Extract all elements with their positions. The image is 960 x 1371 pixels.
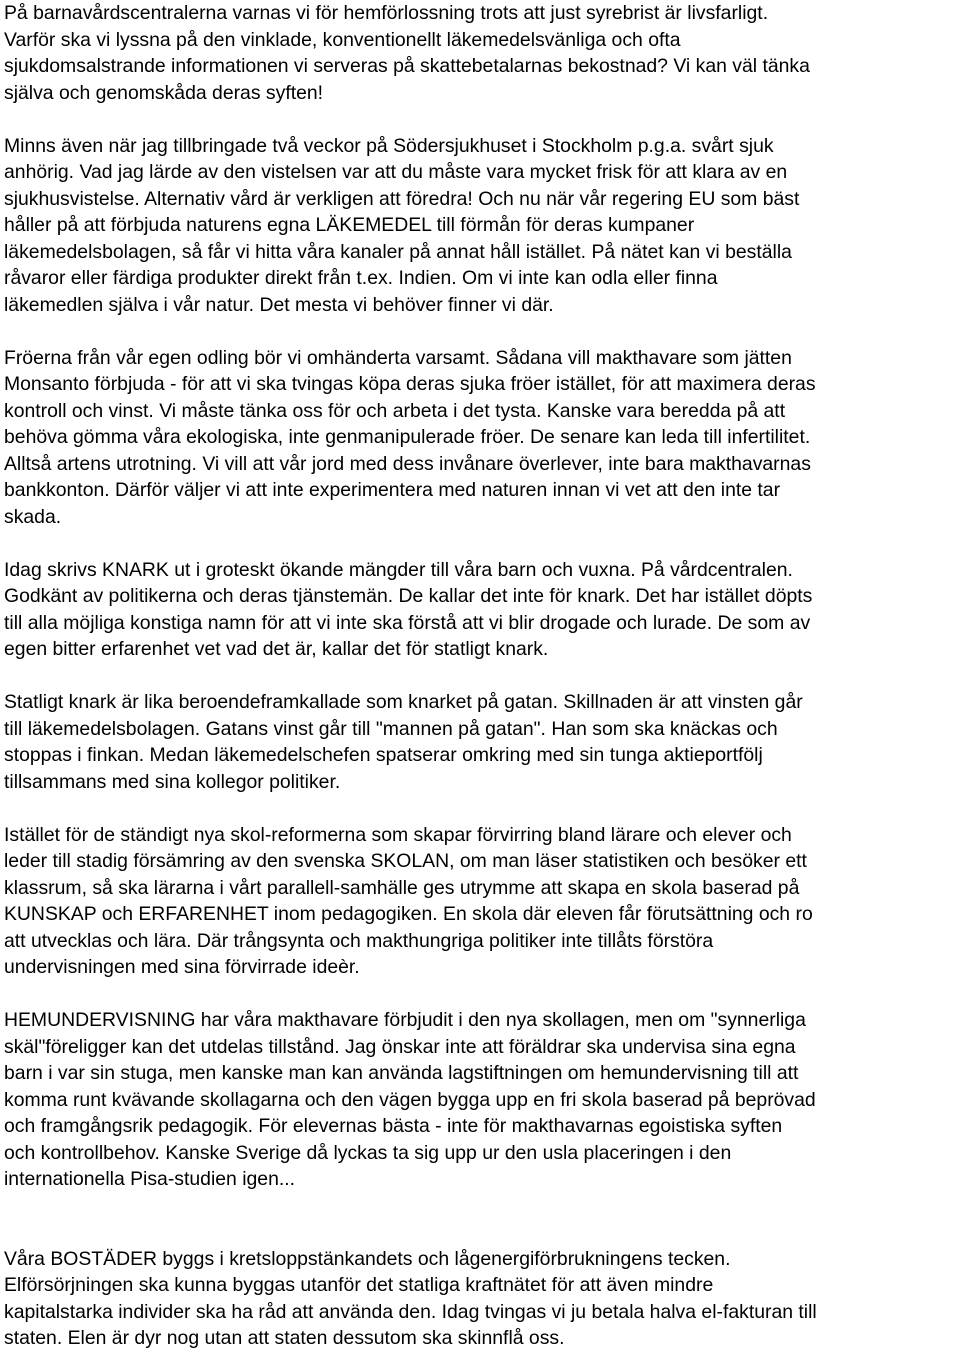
text-line: Elförsörjningen ska kunna byggas utanför det statliga kraftnätet för att även mindre (4, 1274, 714, 1296)
text-line: råvaror eller färdiga produkter direkt från t.ex. Indien. Om vi inte kan odla eller finna (4, 267, 718, 289)
text-line: tillsammans med sina kollegor politiker. (4, 770, 341, 793)
paragraph-spacer (4, 318, 956, 345)
text-line: läkemedelsbolagen, så får vi hitta våra kanaler på annat håll istället. På nätet kan vi beställa (4, 240, 792, 263)
paragraph-spacer (4, 795, 956, 822)
text-line: På barnavårdscentralerna varnas vi för hemförlossning trots att just syrebrist är livsfarligt. (4, 2, 769, 24)
text-line: leder till stadig försämring av den svenska SKOLAN, om man läser statistiken och besöker ett (4, 850, 807, 872)
paragraph-seeds (4, 345, 956, 531)
text-line: och kontrollbehov. Kanske Sverige då lyckas ta sig upp ur den usla placeringen i den (4, 1141, 732, 1164)
paragraph-state-drugs (4, 689, 956, 795)
paragraph-housing (4, 1246, 956, 1352)
document-body (4, 0, 956, 1352)
text-line: HEMUNDERVISNING har våra makthavare förbjudit i den nya skollagen, men om "synnerliga (4, 1009, 806, 1031)
text-line: Fröerna från vår egen odling bör vi omhänderta varsamt. Sådana vill makthavare som jätten (4, 346, 792, 369)
text-line: komma runt kvävande skollagarna och den vägen bygga upp en fri skola baserad på beprövad (4, 1088, 816, 1111)
text-line: bankkonton. Därför väljer vi att inte experimentera med naturen innan vi vet att den inte tar (4, 479, 781, 501)
text-line: läkemedlen själva i vår natur. Det mesta vi behöver finner vi där. (4, 293, 554, 316)
text-line: Idag skrivs KNARK ut i groteskt ökande mängder till våra barn och vuxna. På vårdcentralen. (4, 558, 793, 581)
text-line: undervisningen med sina förvirrade ideèr. (4, 956, 360, 978)
text-line: till läkemedelsbolagen. Gatans vinst går till "mannen på gatan". Han som ska knäckas och (4, 717, 778, 740)
text-line: Minns även när jag tillbringade två veckor på Södersjukhuset i Stockholm p.g.a. svårt sjuk (4, 134, 774, 157)
paragraph-school (4, 822, 956, 981)
text-line: sjukhusvistelse. Alternativ vård är verkligen att föredra! Och nu när vår regering EU som bäst (4, 187, 800, 210)
text-line: Godkänt av politikerna och deras tjänstemän. De kallar det inte för knark. Det har istället döpts (4, 585, 813, 607)
text-line: barn i var sin stuga, men kanske man kan använda lagstiftningen om hemundervisning till att (4, 1062, 799, 1084)
text-line: Monsanto förbjuda - för att vi ska tvingas köpa deras sjuka fröer istället, för att maximera deras (4, 373, 816, 395)
text-line: Varför ska vi lyssna på den vinklade, konventionellt läkemedelsvänliga och ofta (4, 28, 681, 51)
text-line: skäl"föreligger kan det utdelas tillstånd. Jag önskar inte att föräldrar ska undervisa sina egna (4, 1035, 796, 1058)
text-line: internationella Pisa-studien igen... (4, 1168, 296, 1190)
text-line: KUNSKAP och ERFARENHET inom pedagogiken. En skola där eleven får förutsättning och ro (4, 903, 813, 925)
paragraph-hospital (4, 133, 956, 319)
text-line: stoppas i finkan. Medan läkemedelschefen spatserar omkring med sin tunga aktieportfölj (4, 744, 763, 766)
paragraph-homeschooling (4, 1007, 956, 1193)
paragraph-drugs (4, 557, 956, 663)
paragraph-spacer (4, 106, 956, 133)
text-line: håller på att förbjuda naturens egna LÄKEMEDEL till förmån för deras kumpaner (4, 214, 695, 236)
paragraph-spacer (4, 530, 956, 557)
text-line: Alltså artens utrotning. Vi vill att vår jord med dess invånare överlever, inte bara makthavarnas (4, 452, 811, 475)
text-line: staten. Elen är dyr nog utan att staten dessutom ska skinnflå oss. (4, 1327, 565, 1349)
text-line: Statligt knark är lika beroendeframkallade som knarket på gatan. Skillnaden är att vinsten går (4, 691, 803, 713)
text-line: till alla möjliga konstiga namn för att vi inte ska förstå att vi blir drogade och lurade. De som av (4, 611, 811, 634)
text-line: själva och genomskåda deras syften! (4, 81, 324, 104)
paragraph-spacer (4, 981, 956, 1008)
text-line: och framgångsrik pedagogik. För elevernas bästa - inte för makthavarnas egoistiska syften (4, 1115, 783, 1137)
text-line: skada. (4, 505, 62, 528)
text-line: att utvecklas och lära. Där trångsynta och makthungriga politiker inte tillåts förstöra (4, 929, 714, 952)
paragraph-spacer (4, 663, 956, 690)
text-line: Istället för de ständigt nya skol-reformerna som skapar förvirring bland lärare och elever och (4, 823, 792, 846)
text-line: egen bitter erfarenhet vet vad det är, kallar det för statligt knark. (4, 638, 549, 660)
text-line: behöva gömma våra ekologiska, inte genmanipulerade fröer. De senare kan leda till infertilitet. (4, 426, 811, 448)
paragraph-spacer (4, 1193, 956, 1246)
text-line: kapitalstarka individer ska ha råd att använda den. Idag tvingas vi ju betala halva el-fakturan till (4, 1300, 817, 1323)
text-line: klassrum, så ska lärarna i vårt parallell-samhälle ges utrymme att skapa en skola baserad på (4, 876, 800, 899)
paragraph-birth (4, 0, 956, 106)
text-line: kontroll och vinst. Vi måste tänka oss för och arbeta i det tysta. Kanske vara beredda på att (4, 399, 786, 422)
text-line: Våra BOSTÄDER byggs i kretsloppstänkandets och lågenergiförbrukningens tecken. (4, 1247, 731, 1270)
text-line: anhörig. Vad jag lärde av den vistelsen var att du måste vara mycket frisk för att klara av en (4, 161, 788, 183)
text-line: sjukdomsalstrande informationen vi serveras på skattebetalarnas bekostnad? Vi kan väl tänka (4, 55, 810, 77)
